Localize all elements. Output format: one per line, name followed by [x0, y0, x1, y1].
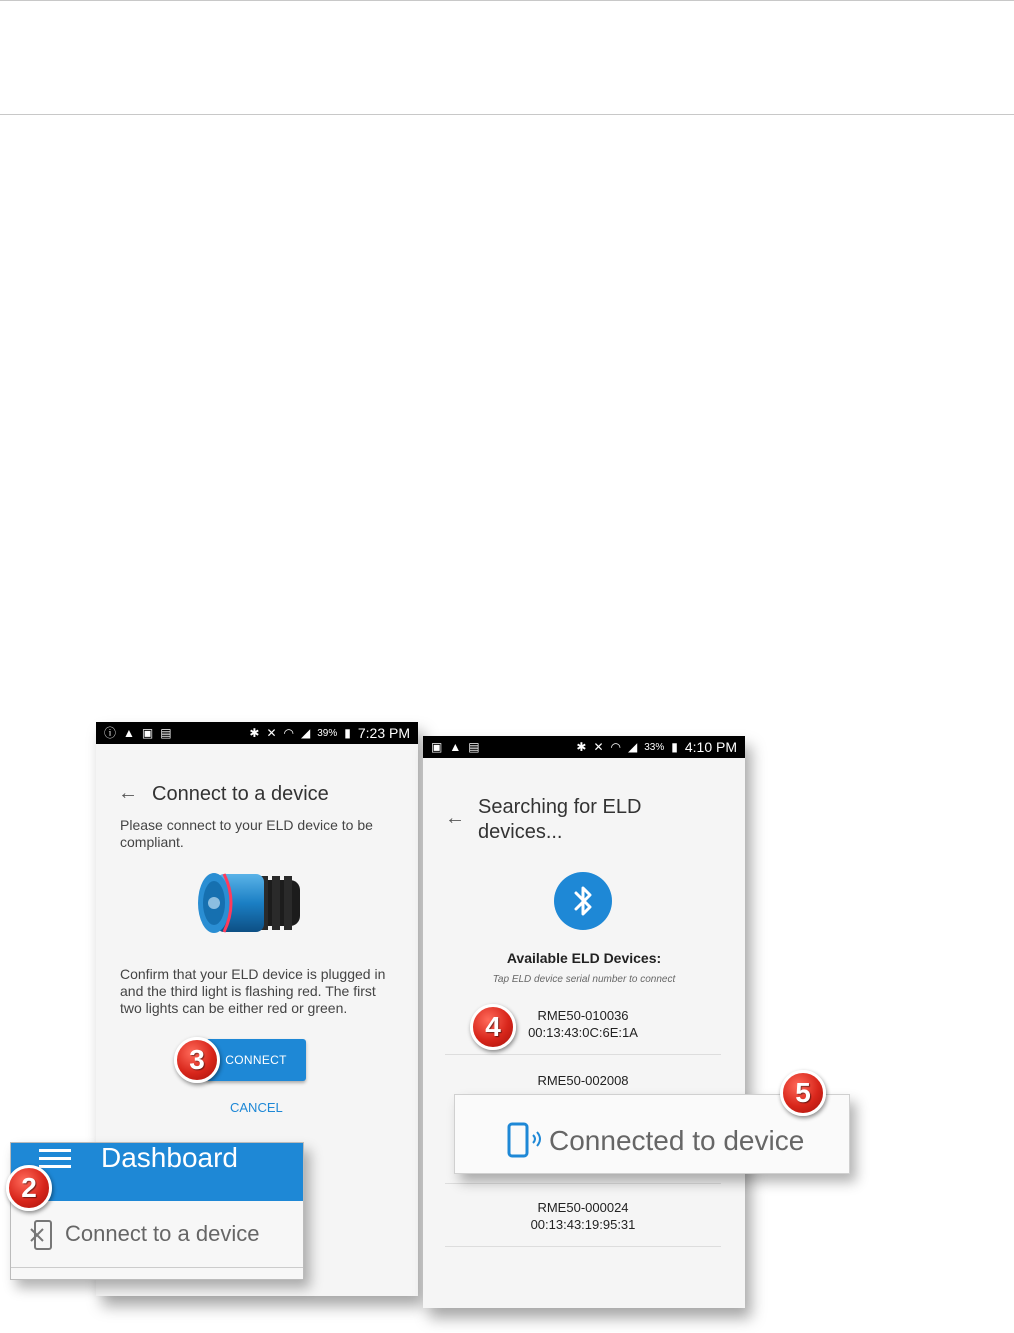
device-list-item[interactable]: [503, 1007, 663, 1041]
info-icon: ⓘ: [104, 726, 117, 740]
bluetooth-icon: [554, 872, 612, 930]
status-time: 7:23 PM: [357, 725, 410, 741]
battery-icon: ▮: [671, 740, 678, 754]
header-rule: [0, 114, 1014, 115]
signal-icon: ◢: [301, 726, 311, 740]
list-divider: [445, 1054, 721, 1055]
image-icon: ▣: [141, 726, 154, 740]
device-disconnected-icon: [29, 1219, 57, 1251]
connected-label: Connected to device: [549, 1125, 805, 1156]
connect-button[interactable]: CONNECT: [206, 1039, 306, 1081]
photo-icon: ▤: [160, 726, 172, 740]
device-list-item[interactable]: [503, 1199, 663, 1233]
bluetooth-status-icon: ✱: [576, 740, 587, 754]
battery-icon: ▮: [344, 726, 351, 740]
menu-item-label: Connect to a device: [65, 1221, 260, 1246]
mute-icon: ✕: [266, 726, 277, 740]
available-devices-heading: Available ELD Devices:: [506, 950, 662, 966]
device-list-item[interactable]: [503, 1072, 663, 1089]
battery-percent: 39%: [317, 727, 338, 739]
hamburger-menu-icon[interactable]: [39, 1147, 73, 1171]
dashboard-menu: [10, 1142, 304, 1280]
warning-icon: ▲: [123, 726, 135, 740]
list-divider: [445, 1183, 721, 1184]
step-badge-4: 4: [470, 1004, 516, 1050]
eld-device-image: [194, 866, 308, 940]
top-rule: [0, 0, 1014, 1]
mute-icon: ✕: [593, 740, 604, 754]
step-badge-5: 5: [780, 1070, 826, 1116]
page-title: Searching for ELD devices...: [478, 796, 642, 843]
status-time: 4:10 PM: [684, 739, 737, 755]
wifi-icon: ◠: [610, 740, 621, 754]
device-serial: RME50-002008: [537, 1073, 629, 1088]
step-badge-3: 3: [174, 1037, 220, 1083]
device-mac: 00:13:43:19:95:31: [530, 1217, 636, 1232]
signal-icon: ◢: [628, 740, 638, 754]
status-bar: [96, 722, 418, 744]
device-mac: 00:13:43:0C:6E:1A: [528, 1025, 638, 1040]
connect-hint: Tap ELD device serial number to connect: [492, 974, 676, 985]
wifi-icon: ◠: [283, 726, 294, 740]
battery-percent: 33%: [644, 741, 665, 753]
dashboard-title: Dashboard: [101, 1142, 238, 1173]
menu-item-connect-device[interactable]: [11, 1209, 303, 1259]
step-badge-2: 2: [6, 1165, 52, 1211]
device-serial: RME50-000024: [537, 1200, 629, 1215]
bluetooth-status-icon: ✱: [249, 726, 260, 740]
dashboard-header: [11, 1143, 303, 1201]
image-icon: ▣: [431, 740, 443, 754]
back-arrow-icon[interactable]: ←: [118, 782, 138, 804]
cancel-link[interactable]: CANCEL: [230, 1100, 283, 1115]
intro-text: Please connect to your ELD device to be compliant.: [120, 817, 373, 850]
page-title: Connect to a device: [152, 783, 329, 805]
back-arrow-icon[interactable]: ←: [445, 807, 465, 829]
device-serial: RME50-010036: [537, 1008, 629, 1023]
warning-icon: ▲: [449, 740, 462, 754]
photo-icon: ▤: [468, 740, 480, 754]
bluetooth-badge: [554, 872, 612, 930]
phone-connected-icon: [507, 1122, 547, 1160]
status-bar: [423, 736, 745, 758]
list-divider: [445, 1246, 721, 1247]
menu-divider: [11, 1267, 303, 1268]
instructions-text: Confirm that your ELD device is plugged in and the third light is flashing red. The first two lights can be either red or green.: [120, 966, 386, 1016]
